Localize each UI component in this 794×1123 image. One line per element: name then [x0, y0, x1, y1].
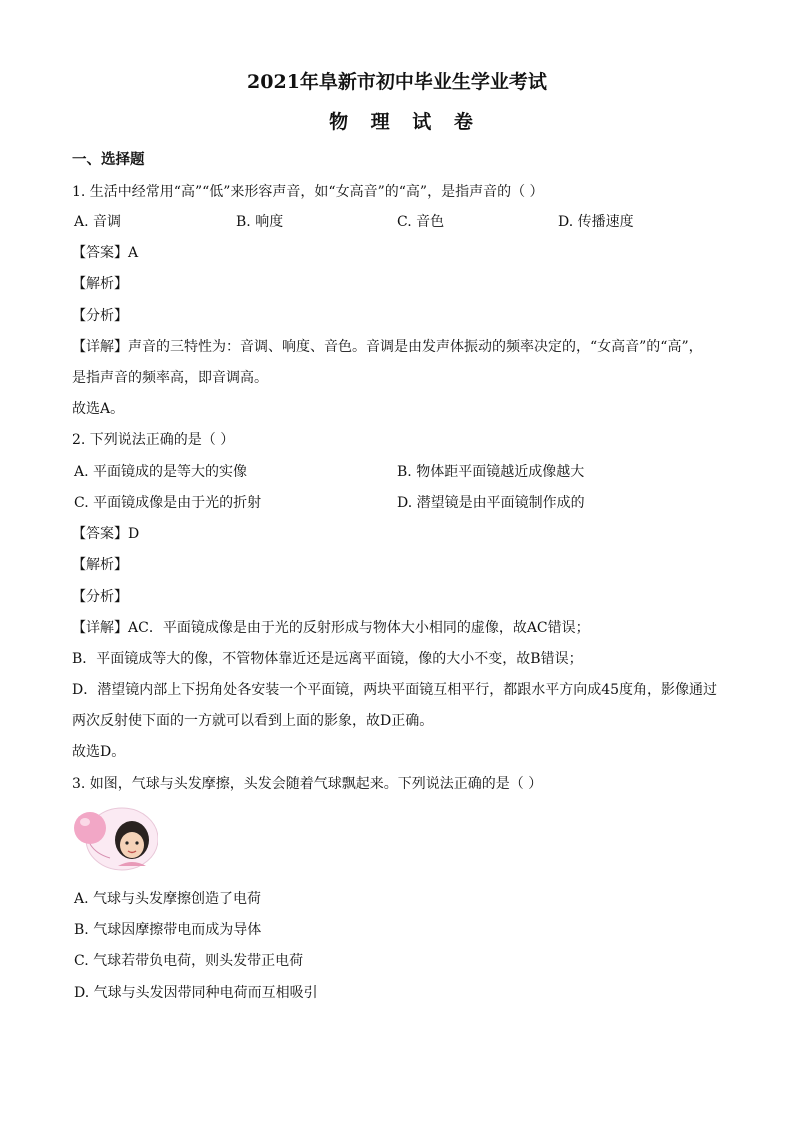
q2-detail-line1: 【详解】AC．平面镜成像是由于光的反射形成与物体大小相同的虚像，故AC错误；: [72, 620, 590, 636]
q3-option-c: C. 气球若带负电荷，则头发带正电荷: [74, 953, 304, 969]
girl-balloon-illustration: [70, 806, 158, 872]
q2-option-d: D. 潜望镜是由平面镜制作成的: [397, 495, 585, 511]
q2-detail-line4: 两次反射使下面的一方就可以看到上面的影象，故D正确。: [72, 713, 434, 729]
q1-option-c: C. 音色: [397, 214, 445, 230]
q2-option-b: B. 物体距平面镜越近成像越大: [397, 464, 585, 480]
q2-detail-line2: B．平面镜成等大的像，不管物体靠近还是远离平面镜，像的大小不变，故B错误；: [72, 651, 583, 667]
q1-fenxi-label: 【分析】: [72, 308, 128, 324]
q1-detail-line1: 【详解】声音的三特性为：音调、响度、音色。音调是由发声体振动的频率决定的，“女高音”的“高”，: [72, 339, 703, 355]
q2-detail-line3: D．潜望镜内部上下拐角处各安装一个平面镜，两块平面镜互相平行，都跟水平方向成45度角，影像通过: [72, 682, 718, 698]
q2-analysis-label: 【解析】: [72, 557, 128, 573]
q2-option-c: C. 平面镜成像是由于光的折射: [74, 495, 262, 511]
q1-stem: 1. 生活中经常用“高”“低”来形容声音，如“女高音”的“高”，是指声音的（ ）: [72, 184, 544, 200]
q1-option-d: D. 传播速度: [558, 214, 634, 230]
q1-option-b: B. 响度: [236, 214, 284, 230]
q2-stem: 2. 下列说法正确的是（ ）: [72, 432, 235, 448]
q2-fenxi-label: 【分析】: [72, 589, 128, 605]
q2-answer: 【答案】D: [72, 526, 140, 542]
q1-analysis-label: 【解析】: [72, 276, 128, 292]
section-heading: 一、选择题: [72, 151, 145, 168]
q2-choice: 故选D。: [72, 744, 126, 760]
exam-title: 2021年阜新市初中毕业生学业考试: [247, 71, 547, 93]
q1-choice: 故选A。: [72, 401, 125, 417]
q1-option-a: A. 音调: [74, 214, 122, 230]
q3-stem: 3. 如图，气球与头发摩擦，头发会随着气球飘起来。下列说法正确的是（ ）: [72, 776, 543, 792]
exam-subtitle: 物 理 试 卷: [329, 111, 481, 133]
q3-option-a: A. 气球与头发摩擦创造了电荷: [74, 891, 262, 907]
q1-detail-line2: 是指声音的频率高，即音调高。: [72, 370, 268, 386]
q2-option-a: A. 平面镜成的是等大的实像: [74, 464, 248, 480]
q3-option-d: D. 气球与头发因带同种电荷而互相吸引: [74, 985, 318, 1001]
q1-answer: 【答案】A: [72, 245, 139, 261]
q3-option-b: B. 气球因摩擦带电而成为导体: [74, 922, 262, 938]
